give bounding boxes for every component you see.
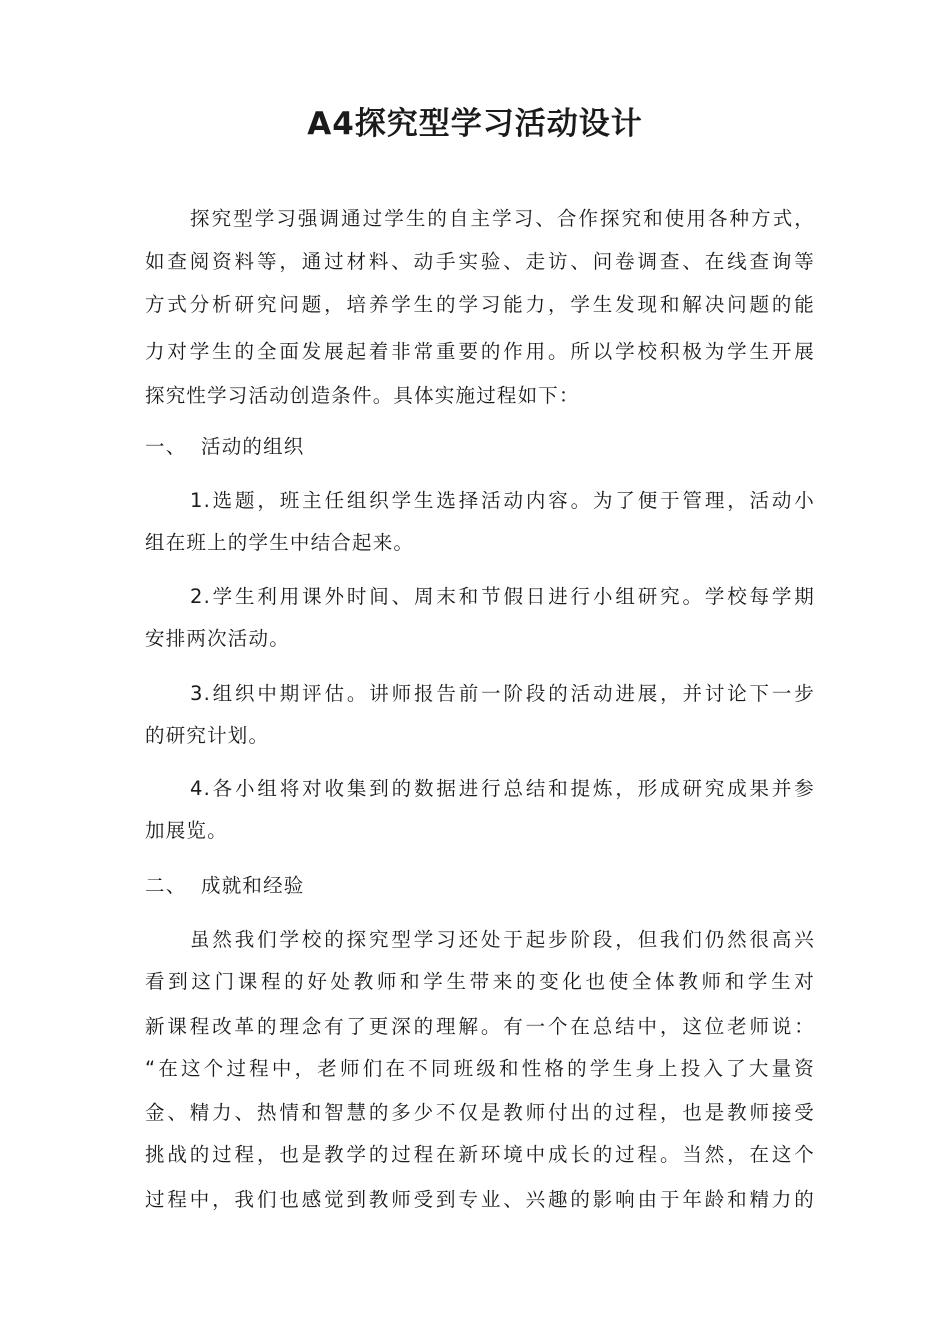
document-title: A4探究型学习活动设计 — [307, 106, 643, 142]
section-heading-text: 成就和经验 — [201, 874, 305, 897]
section-heading — [145, 871, 815, 901]
paragraph-line: 虽然我们学校的探究型学习还处于起步阶段，但我们仍然很高兴 — [190, 928, 815, 951]
paragraph-line: 挑战的过程，也是教学的过程在新环境中成长的过程。当然，在这个 — [145, 1143, 815, 1166]
list-item-line: 组在班上的学生中结合起来。 — [145, 531, 415, 554]
list-item-line: 2.学生利用课外时间、周末和节假日进行小组研究。学校每学期 — [190, 585, 815, 608]
paragraph-line: 新课程改革的理念有了更深的理解。有一个在总结中，这位老师说： — [145, 1015, 815, 1038]
list-item-line: 1.选题，班主任组织学生选择活动内容。为了便于管理，活动小 — [190, 489, 815, 512]
intro-line: 如查阅资料等，通过材料、动手实验、走访、问卷调查、在线查询等 — [145, 250, 815, 273]
list-item-line: 安排两次活动。 — [145, 627, 290, 650]
section-heading — [145, 432, 815, 462]
paragraph-line: 过程中，我们也感觉到教师受到专业、兴趣的影响由于年龄和精力的 — [145, 1188, 815, 1211]
section-heading-text: 活动的组织 — [201, 435, 305, 458]
section-number: 二、 — [145, 874, 187, 897]
intro-line: 力对学生的全面发展起着非常重要的作用。所以学校积极为学生开展 — [145, 340, 815, 363]
paragraph-line: “在这个过程中，老师们在不同班级和性格的学生身上投入了大量资 — [145, 1057, 815, 1080]
intro-line: 方式分析研究问题，培养学生的学习能力，学生发现和解决问题的能 — [145, 293, 815, 316]
list-item-line: 加展览。 — [145, 819, 228, 842]
paragraph-line: 金、精力、热情和智慧的多少不仅是教师付出的过程，也是教师接受 — [145, 1101, 815, 1124]
list-item-line: 的研究计划。 — [145, 724, 270, 747]
intro-line: 探究性学习活动创造条件。具体实施过程如下： — [145, 384, 580, 407]
list-item-line: 4.各小组将对收集到的数据进行总结和提炼，形成研究成果并参 — [190, 777, 815, 800]
intro-line: 探究型学习强调通过学生的自主学习、合作探究和使用各种方式， — [190, 207, 815, 230]
list-item-line: 3.组织中期评估。讲师报告前一阶段的活动进展，并讨论下一步 — [190, 682, 815, 705]
paragraph-line: 看到这门课程的好处教师和学生带来的变化也使全体教师和学生对 — [145, 970, 815, 993]
section-number: 一、 — [145, 435, 187, 458]
